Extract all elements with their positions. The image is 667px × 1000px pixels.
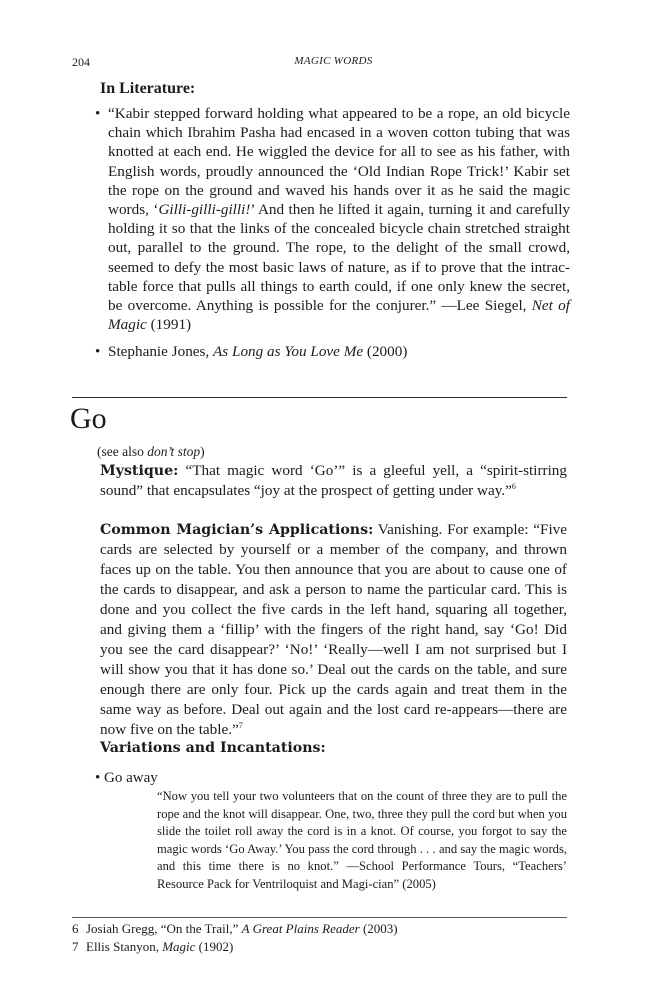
footnote-7 xyxy=(72,938,233,955)
footnote-number: 7 xyxy=(72,939,79,954)
see-also-prefix: (see also xyxy=(97,444,148,459)
bullet-icon: • xyxy=(95,105,101,122)
footnote-divider xyxy=(72,917,567,918)
footnote-text: Josiah Gregg, “On the Trail,” xyxy=(86,921,242,936)
variation-quote: “Now you tell your two volunteers that on the count of three they are to pull the rope and the knot will disappear. One, two, three they pull the cord but when you slide the toilet roll away the cord is in a knot. Of course, you forgot to say the magic words ‘Go Away.’ You pass the cord through . . . and say the magic words, and this time there is no knot.” —School Performance Tours, “Teachers’ Resource Pack for Ventriloquist and Magi-cian” (2005) xyxy=(157,789,567,891)
bullet-icon: • xyxy=(95,343,101,360)
mystique-paragraph xyxy=(100,461,567,501)
variation-item xyxy=(95,770,158,787)
variations-heading: Variations and Incantations: xyxy=(100,740,326,756)
footnote-ref: 7 xyxy=(238,720,243,730)
literature-quote xyxy=(108,104,570,334)
footnote-title: Magic xyxy=(162,939,196,954)
see-also-suffix: ) xyxy=(200,444,205,459)
applications-paragraph xyxy=(100,520,567,740)
quote-text: “Kabir stepped forward holding what appeared to be a rope, an old bicycle chain which Ibrahim Pasha had encased in a woven cotton tubing that was knotted at each end. He wiggled the device for all to see as his father, with English words, proudly announced the ‘Old Indian Rope Trick!’ Kabir set the rope on the ground and waved his hands over it as he said the magic words, ‘ xyxy=(108,105,570,219)
source-year: (1991) xyxy=(146,316,192,334)
magic-words: Gilli-gilli-gilli! xyxy=(158,201,251,219)
page-number: 204 xyxy=(72,55,90,69)
footnote-text: Ellis Stanyon, xyxy=(86,939,163,954)
literature-item-siegel xyxy=(95,104,570,334)
footnote-year: (1902) xyxy=(195,939,234,954)
footnote-ref: 6 xyxy=(511,481,516,491)
citation-author: Stephanie Jones, xyxy=(108,343,214,360)
footnote-year: (2003) xyxy=(359,921,398,936)
bullet-icon: • xyxy=(95,770,101,786)
entry-divider xyxy=(72,397,567,398)
footnote-title: A Great Plains Reader xyxy=(241,921,360,936)
applications-text: Vanishing. For example: “Five cards are selected by yourself or a member of the company, and thrown faces up on the table. You then announce that you are about to cause one of the cards to disappear, and ask a person to name the particular card. This is done and you collect the five cards in the left hand, squaring all together, and giving them a ‘fillip’ with the fingers of the right hand, say ‘Go! Did you see the card disappear?’ ‘No!’ ‘Really—well I am not surprised but I will show you that it has done so.’ Deal out the cards on the table, and sure enough there are only four. Pick up the cards again and treat them in the same way as before. Deal out again and the lost card re-appears—there are now five on the table.” xyxy=(100,521,567,738)
applications-label: Common Magician’s Applications: xyxy=(100,522,374,538)
in-literature-heading: In Literature: xyxy=(100,80,196,97)
mystique-text: “That magic word ‘Go’” is a gleeful yell, a “spirit-stirring sound” that encapsulates “joy at the prospect of getting under way.” xyxy=(100,462,567,499)
quote-continued: ’ And then he lifted it again, turning it and carefully holding it so that the links of the concealed bicycle chain stretched straight out, parallel to the ground. The rope, to the delight of the small crowd, seemed to defy the most basic laws of nature, as if to prove that the intrac-table force that pulls all things to earth could, if one only knew the secret, be overcome. Anything is possible for the conjurer.” —Lee Siegel, xyxy=(108,201,571,315)
mystique-label: Mystique: xyxy=(100,463,179,479)
entry-title: Go xyxy=(70,402,107,435)
variation-label: Go away xyxy=(104,770,158,786)
literature-citation xyxy=(108,342,570,361)
source-title: Net of Magic xyxy=(108,297,570,334)
running-head-title: MAGIC WORDS xyxy=(294,55,373,67)
see-also-term: don’t stop xyxy=(147,444,201,459)
see-also xyxy=(97,444,205,460)
footnote-number: 6 xyxy=(72,921,79,936)
footnote-6 xyxy=(72,920,398,937)
literature-item-jones xyxy=(95,342,570,361)
citation-title: As Long as You Love Me xyxy=(213,343,364,360)
citation-year: (2000) xyxy=(363,343,408,360)
